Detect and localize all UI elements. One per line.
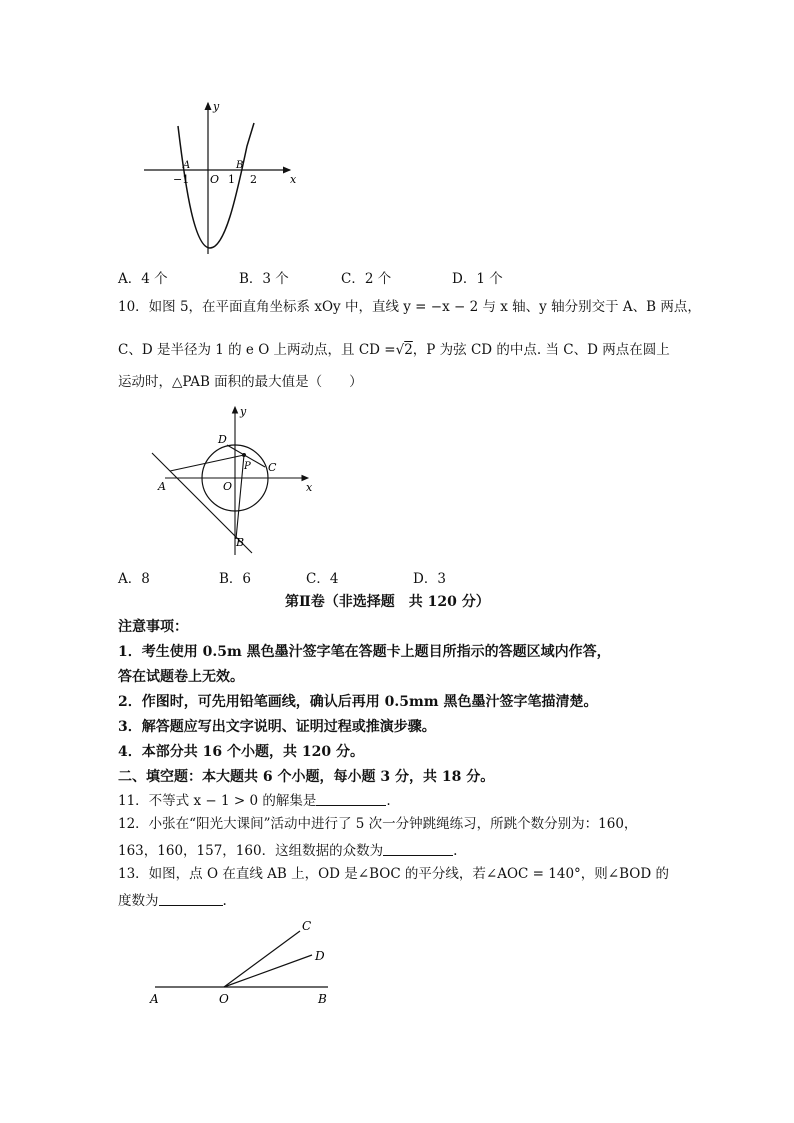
q11-text: 11．不等式 x − 1 > 0 的解集是 [118, 793, 317, 809]
answer-blank[interactable] [316, 793, 386, 806]
tick-1-label: 1 [228, 173, 235, 186]
point-b-label: B [236, 536, 245, 549]
point-a-label: A [150, 992, 159, 1006]
point-p [242, 453, 246, 457]
q13-text: 度数为 [118, 893, 159, 909]
point-b-label: B [318, 992, 327, 1006]
q10-line2-a: C、D 是半径为 1 的 e O 上两动点，且 CD = [118, 342, 396, 358]
q13-angle-figure [140, 915, 340, 1010]
q11-end: . [386, 793, 391, 809]
origin-label: O [210, 173, 220, 186]
point-o-label: O [219, 992, 229, 1006]
note-1-cont: 答在试题卷上无效。 [118, 669, 244, 685]
point-c-label: C [302, 919, 312, 933]
point-d-label: D [218, 433, 227, 446]
q10-sqrt-value: 2 [404, 342, 413, 358]
q13-line1: 13．如图，点 O 在直线 AB 上，OD 是∠BOC 的平分线，若∠AOC = 140°，则∠BOD 的 [118, 866, 669, 882]
notice-heading: 注意事项： [118, 619, 188, 635]
q10-option-c: C．4 [306, 571, 339, 587]
q10-option-b: B．6 [219, 571, 252, 587]
q9-option-d: D．1 个 [452, 271, 503, 287]
q10-line1: 10．如图 5，在平面直角坐标系 xOy 中，直线 y = −x − 2 与 x 轴、y 轴分别交于 A、B 两点， [118, 299, 701, 315]
ray-oc [224, 931, 300, 987]
note-3: 3．解答题应写出文字说明、证明过程或推演步骤。 [118, 719, 436, 735]
q12-end: . [453, 843, 458, 859]
y-axis-label: y [240, 405, 247, 418]
point-d-label: D [315, 949, 325, 963]
part2-title: 第Ⅱ卷（非选择题 共 120 分） [285, 594, 490, 610]
q9-parabola-figure [140, 98, 310, 258]
point-p-label: P [244, 461, 251, 472]
q10-line2-b: ，P 为弦 CD 的中点. 当 C、D 两点在圆上 [412, 342, 670, 358]
note-1: 1．考生使用 0.5m 黑色墨汁签字笔在答题卡上题目所指示的答题区域内作答， [118, 644, 611, 660]
point-b-label: B [236, 160, 244, 171]
point-c-label: C [268, 461, 277, 474]
ray-od [224, 955, 312, 987]
answer-blank[interactable] [159, 893, 223, 906]
point-a-label: A [183, 160, 191, 171]
q10-circle-figure [140, 403, 330, 558]
segment-pb [236, 455, 244, 539]
origin-label: O [223, 480, 233, 493]
note-2: 2．作图时，可先用铅笔画线，确认后再用 0.5mm 黑色墨汁签字笔描清楚。 [118, 694, 598, 710]
segment-pa [170, 455, 244, 471]
q11 [118, 793, 391, 809]
q12-text: 163，160，157，160．这组数据的众数为 [118, 843, 384, 859]
q10-line3: 运动时，△PAB 面积的最大值是（ ） [118, 374, 363, 390]
point-a-label: A [158, 480, 166, 493]
q9-option-a: A．4 个 [118, 271, 168, 287]
x-axis-label: x [306, 481, 313, 494]
answer-blank[interactable] [383, 843, 453, 856]
section-2-heading: 二、填空题：本大题共 6 个小题，每小题 3 分，共 18 分。 [118, 769, 495, 785]
q13-end: . [222, 893, 227, 909]
q10-line2 [118, 344, 670, 358]
q10-option-a: A．8 [118, 571, 150, 587]
q12-line2 [118, 843, 457, 859]
q13-line2 [118, 893, 227, 909]
tick-2-label: 2 [250, 173, 257, 186]
sqrt-symbol: √ [395, 342, 405, 358]
q12-line1: 12．小张在“阳光大课间”活动中进行了 5 次一分钟跳绳练习，所跳个数分别为：160， [118, 816, 638, 832]
x-axis-label: x [290, 173, 297, 186]
tick-minus1-label: −1 [173, 173, 190, 186]
note-4: 4．本部分共 16 个小题，共 120 分。 [118, 744, 364, 760]
q9-option-b: B．3 个 [239, 271, 289, 287]
y-axis-label: y [213, 100, 220, 113]
q10-option-d: D．3 [413, 571, 446, 587]
q9-option-c: C．2 个 [341, 271, 392, 287]
